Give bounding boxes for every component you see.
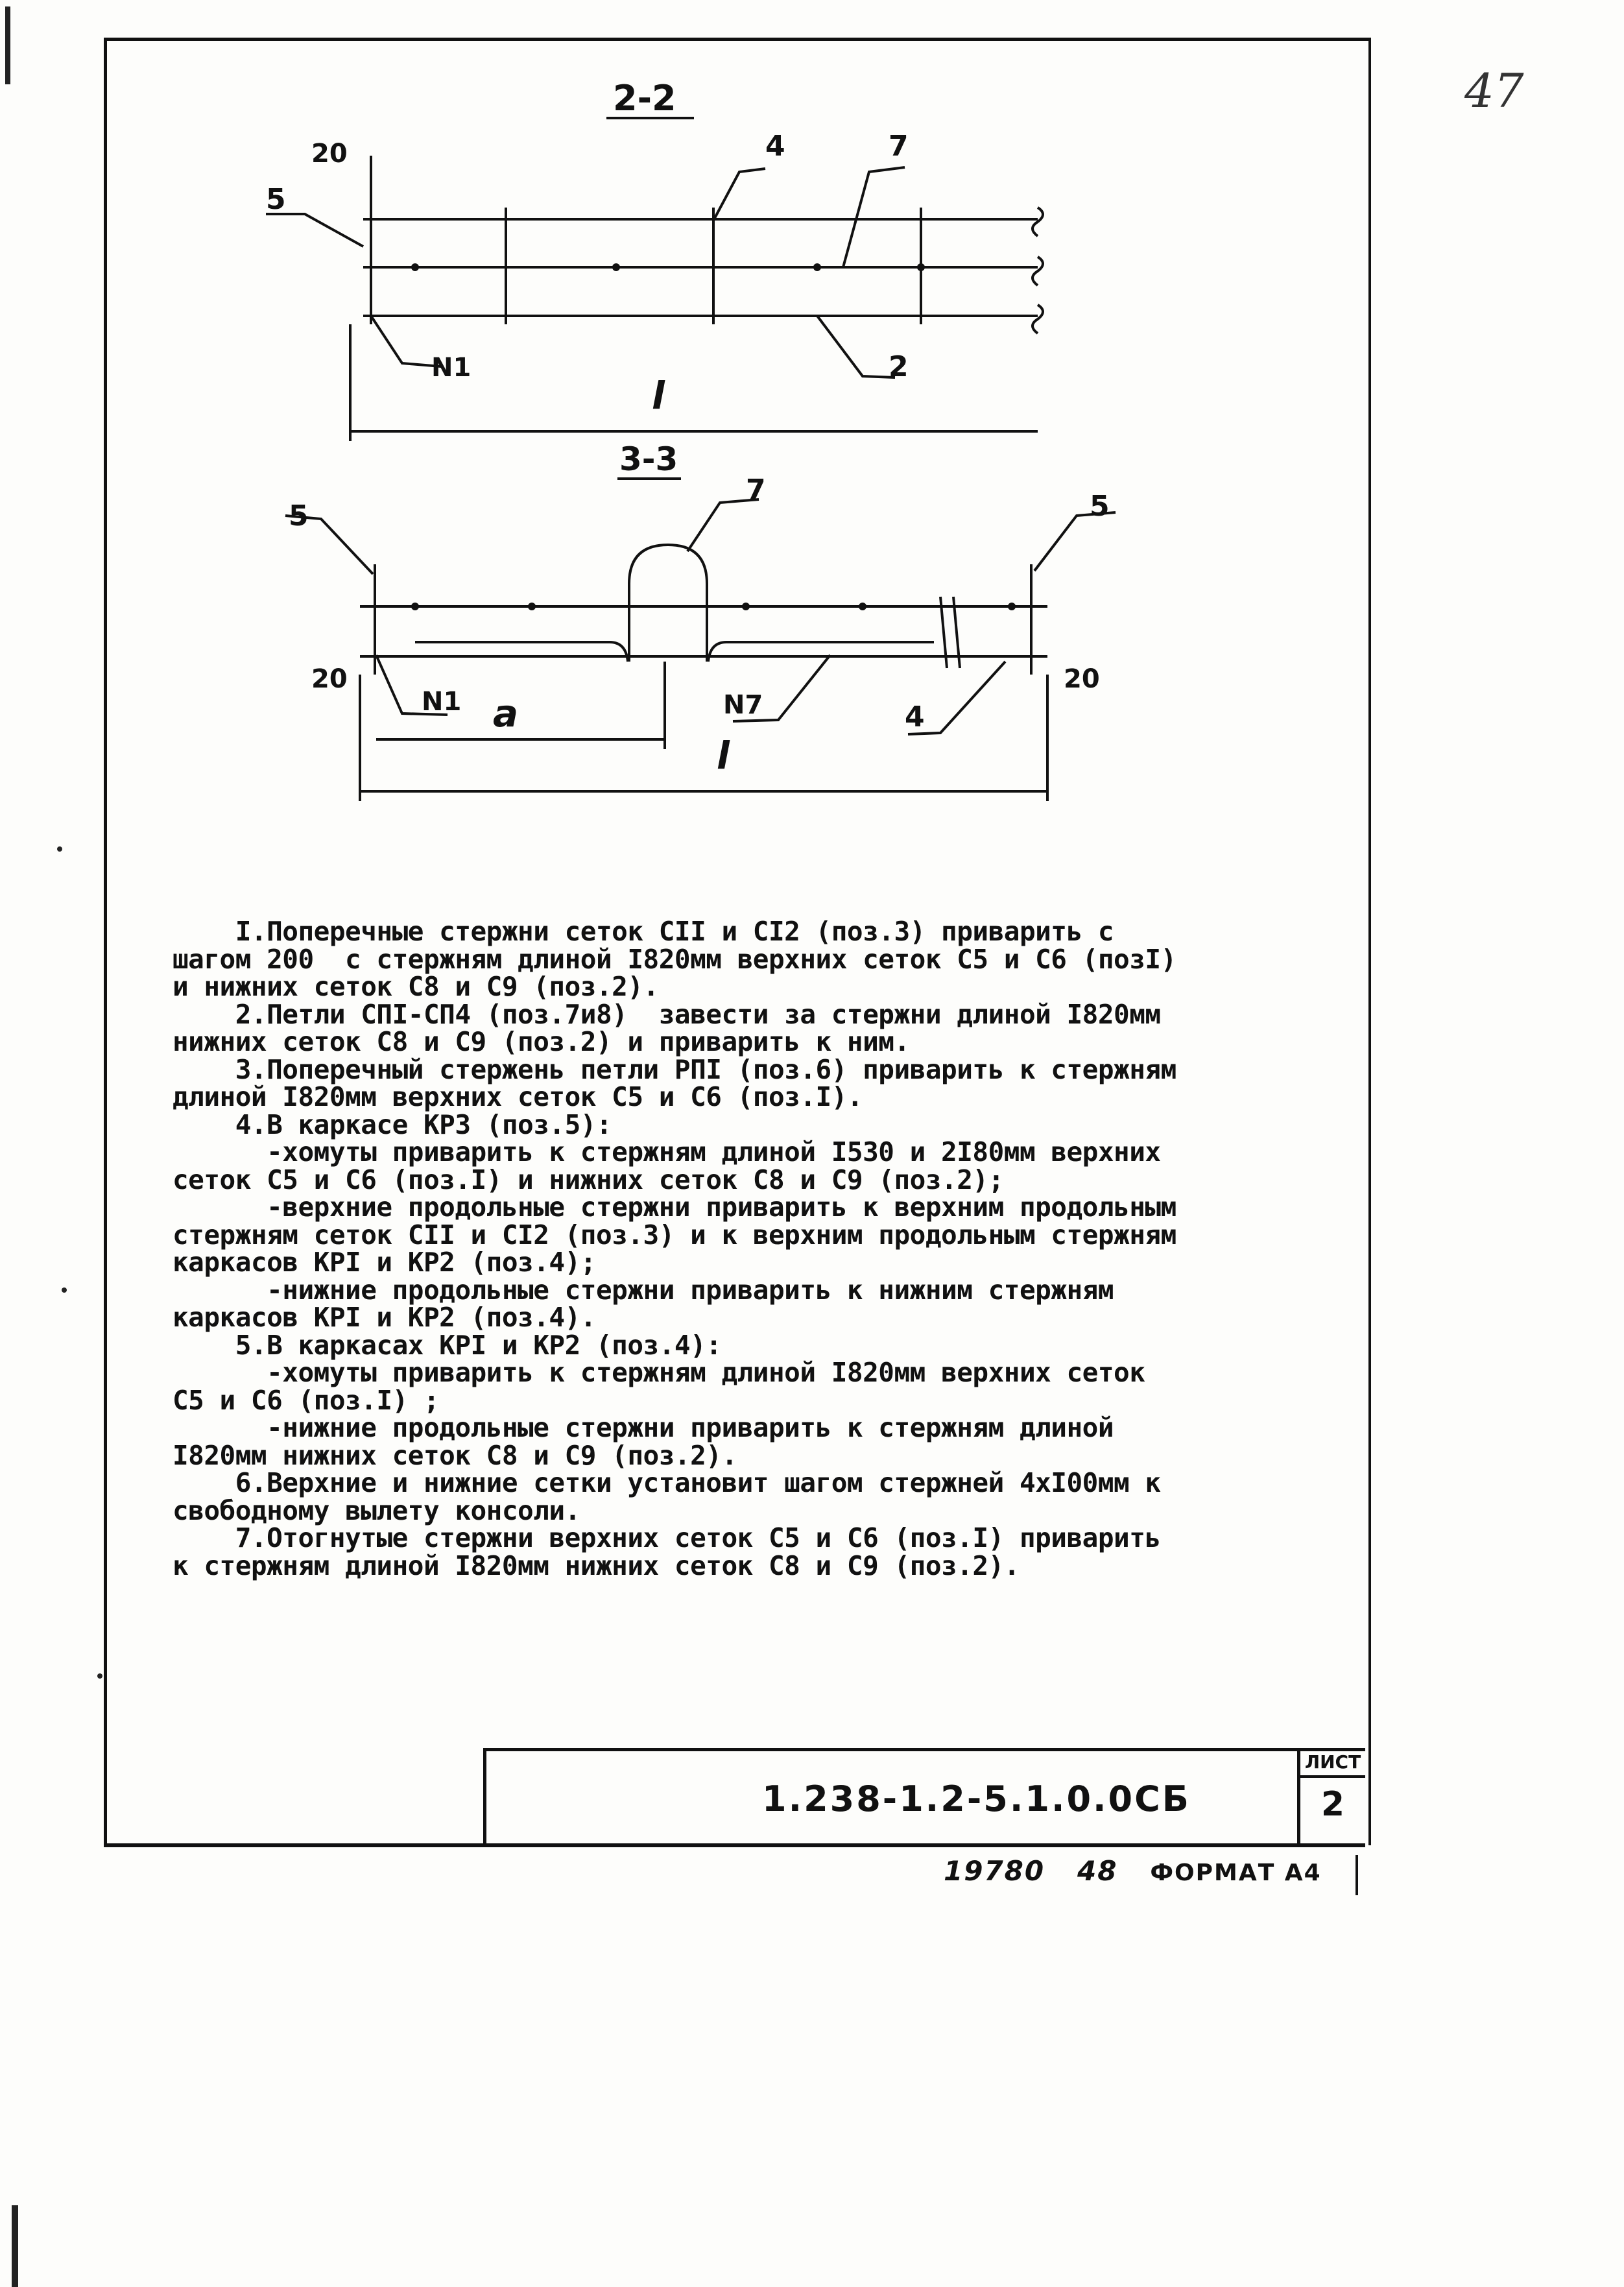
note-line: 4.В каркасе КР3 (поз.5): <box>173 1108 612 1140</box>
note-line: -верхние продольные стержни приварить к верхним продольным <box>173 1191 1176 1223</box>
callout-n7-3-3: N7 <box>723 690 763 720</box>
note-line: каркасов КРI и КР2 (поз.4). <box>173 1302 596 1333</box>
note-line: -нижние продольные стержни приварить к стержням длиной <box>173 1412 1114 1443</box>
technical-notes <box>173 918 1327 1579</box>
section-3-3-title: 3-3 <box>619 440 678 478</box>
note-line: C5 и C6 (поз.I) ; <box>173 1384 440 1416</box>
callout-n1-2-2: N1 <box>431 353 472 383</box>
callout-5-right-3-3: 5 <box>1090 490 1110 523</box>
dim-20-left-label: 20 <box>311 664 348 694</box>
note-line: нижних сеток C8 и C9 (поз.2) и приварить к ним. <box>173 1026 910 1057</box>
technical-drawing <box>0 0 1624 843</box>
section-2-2-title: 2-2 <box>613 78 676 119</box>
callout-5-left-3-3: 5 <box>289 499 309 533</box>
leader-2-2-2 <box>817 316 895 377</box>
scan-dot <box>97 1673 102 1679</box>
footer-order: 19780 <box>944 1855 1045 1887</box>
note-line: 2.Петли СПI-СП4 (поз.7и8) завести за стержни длиной I820мм <box>173 998 1161 1030</box>
note-line: свободному вылету консоли. <box>173 1494 580 1526</box>
scan-dot <box>62 1287 67 1293</box>
handwritten-page-number: 47 <box>1464 64 1524 118</box>
note-line: -нижние продольные стержни приварить к нижним стержням <box>173 1274 1114 1306</box>
sheet-label: ЛИСТ <box>1300 1749 1365 1778</box>
leader-5-2-2 <box>266 214 363 246</box>
scan-edge-mark-left-top <box>5 6 10 84</box>
footer-stamp <box>944 1855 1322 1887</box>
sheet-number: 2 <box>1320 1785 1345 1824</box>
footer-format: ФОРМАТ А4 <box>1150 1860 1322 1886</box>
break-mark-bottom <box>1033 305 1043 333</box>
callout-7-2-2: 7 <box>889 130 909 163</box>
note-line: длиной I820мм верхних сеток C5 и C6 (поз.I). <box>173 1081 863 1112</box>
callout-4-2-2: 4 <box>765 130 785 163</box>
document-code: 1.238-1.2-5.1.0.0СБ <box>762 1778 1191 1819</box>
note-line: 7.Отогнутые стержни верхних сеток C5 и C6 (поз.I) приварить <box>173 1522 1161 1553</box>
callout-n1-3-3: N1 <box>422 687 462 717</box>
break-mark-top <box>1033 208 1043 236</box>
scan-dot <box>57 846 62 852</box>
note-line: к стержням длиной I820мм нижних сеток C8 и C9 (поз.2). <box>173 1550 1020 1581</box>
note-line: шагом 200 с стержням длиной I820мм верхних сеток C5 и C6 (позI) <box>173 943 1176 975</box>
note-line: и нижних сеток C8 и C9 (поз.2). <box>173 971 659 1002</box>
leader-7-2-2 <box>843 167 905 267</box>
note-line: сеток C5 и C6 (поз.I) и нижних сеток C8 и C9 (поз.2); <box>173 1164 1004 1195</box>
lifting-loop <box>629 545 707 662</box>
scan-edge-mark-left-bottom <box>12 2205 18 2287</box>
note-line: 6.Верхние и нижние сетки установит шагом стержней 4xI00мм к <box>173 1467 1161 1498</box>
callout-7-3-3: 7 <box>746 473 766 507</box>
span-label-3-3: l <box>717 734 730 778</box>
break-mark-middle <box>1033 257 1043 285</box>
dim-20-right-label: 20 <box>1064 664 1100 694</box>
leader-4-2-2 <box>713 169 765 221</box>
dim-20-top-label: 20 <box>311 139 348 169</box>
leader-7-3-3 <box>687 499 759 551</box>
loop-base-left <box>415 642 628 662</box>
span-label-2-2: l <box>652 374 665 418</box>
note-line: 3.Поперечный стержень петли РПI (поз.6) приварить к стержням <box>173 1053 1176 1085</box>
callout-5-2-2: 5 <box>266 183 286 216</box>
note-line: -хомуты приварить к стержням длиной I820мм верхних сеток <box>173 1357 1145 1388</box>
title-block <box>483 1748 1365 1846</box>
footer-number: 48 <box>1077 1855 1118 1887</box>
note-line: каркасов КРI и КР2 (поз.4); <box>173 1247 596 1278</box>
note-line: 5.В каркасах КРI и КР2 (поз.4): <box>173 1329 722 1361</box>
callout-4-3-3: 4 <box>905 700 925 734</box>
note-line: стержням сеток CII и CI2 (поз.3) и к верхним продольным стержням <box>173 1219 1176 1251</box>
note-line: -хомуты приварить к стержням длиной I530 и 2I80мм верхних <box>173 1136 1161 1167</box>
note-line: I.Поперечные стержни сеток CII и CI2 (поз.3) приварить с <box>173 916 1114 947</box>
note-line: I820мм нижних сеток C8 и C9 (поз.2). <box>173 1439 737 1471</box>
dim-a-label: a <box>493 691 519 736</box>
loop-base-right <box>708 642 934 662</box>
callout-2-2-2: 2 <box>889 350 909 383</box>
footer-tick-mark <box>1355 1855 1358 1895</box>
leader-n1-2-2 <box>371 316 441 366</box>
sheet-cell <box>1297 1749 1365 1844</box>
